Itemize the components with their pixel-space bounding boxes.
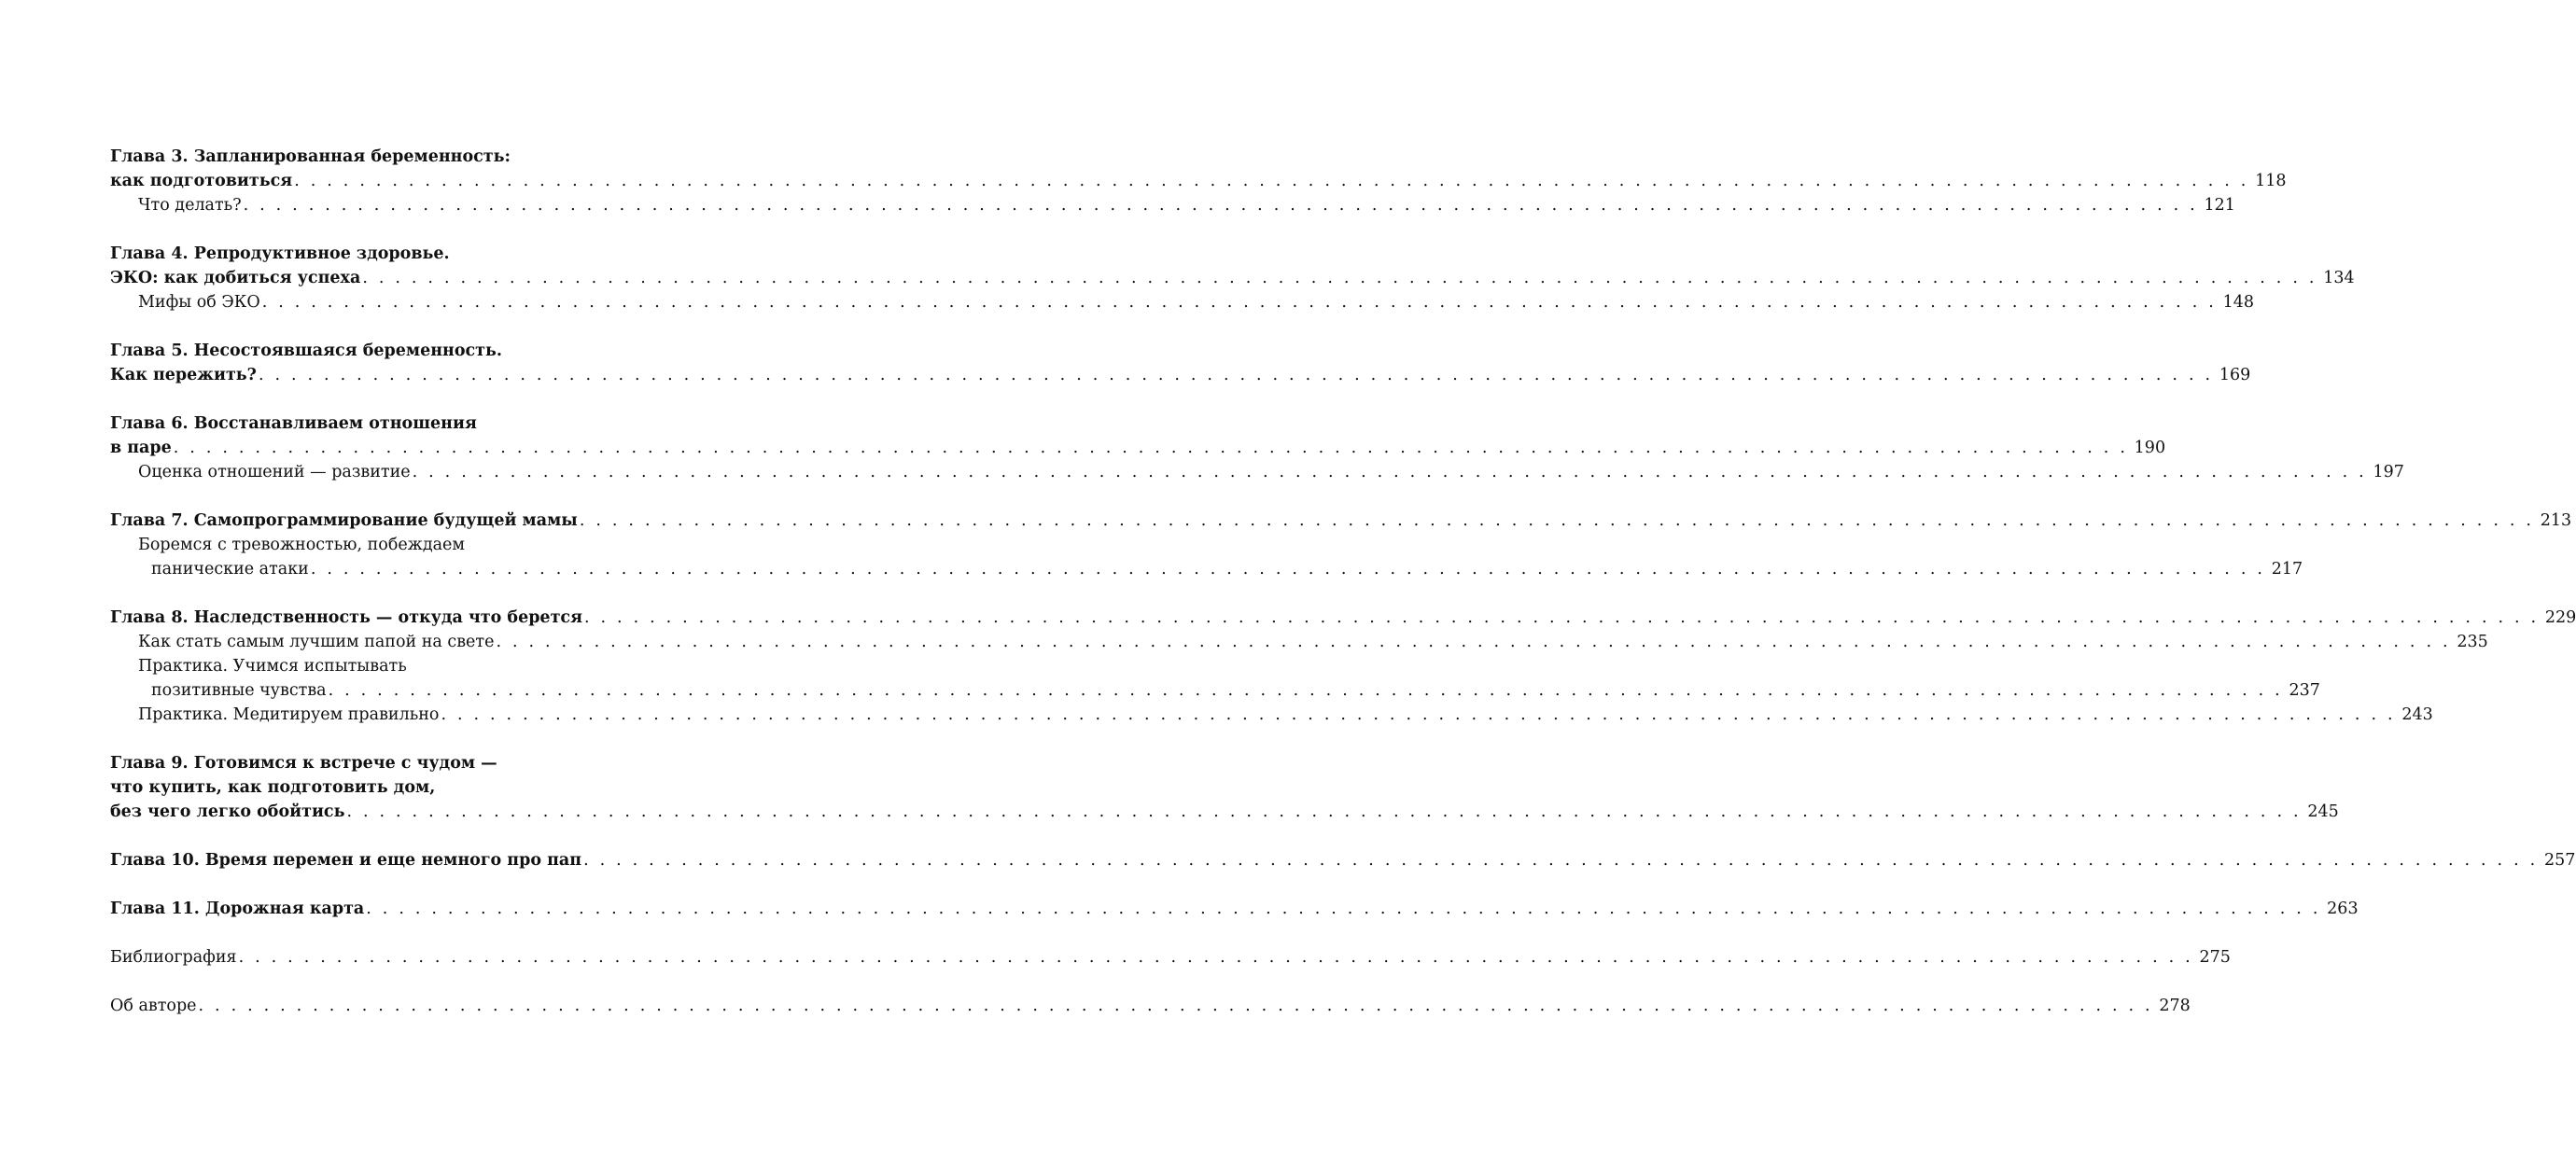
dot-leader: . . . . . . . . . . . . . . . . . . . . . . . . . . . . . . . . . . . . . . . . . . . . . . . . . . . . . . . . . . . . . . . . . . . . . . . . . . . . . . . . . . . . . . . . . . . . . . . . . . . . . . . . . . . . . . . . . . . . . . . .	[583, 851, 2539, 870]
toc-entry-title: Глава 5. Несостоявшаяся беременность.	[110, 342, 502, 360]
dot-leader: . . . . . . . . . . . . . . . . . . . . . . . . . . . . . . . . . . . . . . . . . . . . . . . . . . . . . . . . . . . . . . . . . . . . . . . . . . . . . . . . . . . . . . . . . . . . . . . . . . . . . . . . . . . . . . . . . . . . . . . .	[579, 511, 2535, 530]
dot-leader: . . . . . . . . . . . . . . . . . . . . . . . . . . . . . . . . . . . . . . . . . . . . . . . . . . . . . . . . . . . . . . . . . . . . . . . . . . . . . . . . . . . . . . . . . . . . . . . . . . . . . . . . . . . . . . . . . . . . . . . .	[366, 900, 2321, 918]
dot-leader: . . . . . . . . . . . . . . . . . . . . . . . . . . . . . . . . . . . . . . . . . . . . . . . . . . . . . . . . . . . . . . . . . . . . . . . . . . . . . . . . . . . . . . . . . . . . . . . . . . . . . . . . . . . . . . . . . . . . . . . .	[173, 439, 2129, 457]
toc-entry[interactable]	[110, 897, 2359, 921]
dot-leader: . . . . . . . . . . . . . . . . . . . . . . . . . . . . . . . . . . . . . . . . . . . . . . . . . . . . . . . . . . . . . . . . . . . . . . . . . . . . . . . . . . . . . . . . . . . . . . . . . . . . . . . . . . . . . . . . . . . . . . . .	[261, 293, 2217, 312]
toc-page-number: 235	[2457, 633, 2488, 651]
toc-page-number: 213	[2540, 511, 2572, 530]
toc-page-number: 275	[2199, 948, 2231, 967]
toc-entry[interactable]	[110, 509, 2572, 533]
toc-entry-title: как подготовиться	[110, 172, 293, 190]
toc-section	[110, 606, 2576, 727]
toc-entry-title: Как пережить?	[110, 366, 257, 384]
toc-entry[interactable]	[110, 606, 2576, 630]
toc-entry-line	[110, 775, 640, 800]
toc-entry-title: Практика. Учимся испытывать	[138, 657, 407, 676]
toc-entry[interactable]	[110, 800, 2339, 824]
toc-entry[interactable]	[110, 630, 2488, 654]
toc-page-number: 229	[2544, 608, 2576, 627]
toc-entry-title: Глава 9. Готовимся к встрече с чудом —	[110, 754, 497, 773]
toc-page-number: 190	[2134, 439, 2166, 457]
toc-entry-line	[110, 654, 640, 678]
toc-entry-line	[110, 339, 640, 363]
toc-entry[interactable]	[110, 557, 2303, 581]
toc-entry-title: Глава 6. Восстанавливаем отношения	[110, 414, 477, 433]
toc-page-number: 134	[2323, 269, 2355, 287]
toc-section	[110, 339, 2251, 387]
toc-section	[110, 751, 2339, 824]
toc-entry-title: Глава 11. Дорожная карта	[110, 900, 365, 918]
toc-section	[110, 509, 2572, 581]
toc-entry-title: панические атаки	[151, 560, 309, 579]
toc-page-number: 243	[2401, 705, 2433, 724]
table-of-contents	[110, 145, 2576, 1018]
toc-entry-line	[110, 533, 640, 557]
dot-leader: . . . . . . . . . . . . . . . . . . . . . . . . . . . . . . . . . . . . . . . . . . . . . . . . . . . . . . . . . . . . . . . . . . . . . . . . . . . . . . . . . . . . . . . . . . . . . . . . . . . . . . . . . . . . . . . . . . . . . . . .	[258, 366, 2214, 384]
toc-page-number: 118	[2255, 172, 2287, 190]
toc-section	[110, 145, 2287, 217]
toc-entry[interactable]	[110, 169, 2287, 193]
dot-leader: . . . . . . . . . . . . . . . . . . . . . . . . . . . . . . . . . . . . . . . . . . . . . . . . . . . . . . . . . . . . . . . . . . . . . . . . . . . . . . . . . . . . . . . . . . . . . . . . . . . . . . . . . . . . . . . . . . . . . . . .	[198, 997, 2153, 1015]
toc-entry-title: ЭКО: как добиться успеха	[110, 269, 361, 287]
toc-entry-title: Боремся с тревожностью, побеждаем	[138, 536, 465, 554]
toc-entry-title: в паре	[110, 439, 172, 457]
toc-page-number: 237	[2289, 681, 2320, 700]
toc-entry-title: Практика. Медитируем правильно	[138, 705, 440, 724]
toc-entry-title: Глава 8. Наследственность — откуда что берется	[110, 608, 582, 627]
toc-entry[interactable]	[110, 436, 2166, 460]
toc-section	[110, 848, 2576, 872]
dot-leader: . . . . . . . . . . . . . . . . . . . . . . . . . . . . . . . . . . . . . . . . . . . . . . . . . . . . . . . . . . . . . . . . . . . . . . . . . . . . . . . . . . . . . . . . . . . . . . . . . . . . . . . . . . . . . . . . . . . . . . . .	[346, 802, 2302, 821]
toc-entry[interactable]	[110, 266, 2355, 290]
toc-section	[110, 994, 2191, 1018]
dot-leader: . . . . . . . . . . . . . . . . . . . . . . . . . . . . . . . . . . . . . . . . . . . . . . . . . . . . . . . . . . . . . . . . . . . . . . . . . . . . . . . . . . . . . . . . . . . . . . . . . . . . . . . . . . . . . . . . . . . . . . . .	[584, 608, 2540, 627]
toc-entry[interactable]	[110, 945, 2231, 970]
toc-entry-title: позитивные чувства	[151, 681, 327, 700]
toc-page-number: 278	[2159, 997, 2191, 1015]
toc-page-number: 245	[2307, 802, 2339, 821]
toc-section	[110, 412, 2404, 484]
toc-entry[interactable]	[110, 994, 2191, 1018]
toc-entry-title: Об авторе	[110, 997, 197, 1015]
toc-entry-title: без чего легко обойтись	[110, 802, 345, 821]
toc-entry[interactable]	[110, 193, 2235, 217]
toc-entry-line	[110, 242, 640, 266]
toc-entry-line	[110, 412, 640, 436]
toc-entry[interactable]	[110, 290, 2254, 314]
toc-page-number: 148	[2222, 293, 2254, 312]
dot-leader: . . . . . . . . . . . . . . . . . . . . . . . . . . . . . . . . . . . . . . . . . . . . . . . . . . . . . . . . . . . . . . . . . . . . . . . . . . . . . . . . . . . . . . . . . . . . . . . . . . . . . . . . . . . . . . . . . . . . . . . .	[238, 948, 2193, 967]
toc-entry-title: Глава 7. Самопрограммирование будущей мамы	[110, 511, 578, 530]
toc-section	[110, 945, 2231, 970]
toc-entry-line	[110, 751, 640, 775]
toc-page-number: 217	[2271, 560, 2303, 579]
toc-page-number: 263	[2327, 900, 2359, 918]
toc-entry-title: Библиография	[110, 948, 237, 967]
toc-entry[interactable]	[110, 460, 2404, 484]
toc-entry-title: Как стать самым лучшим папой на свете	[138, 633, 495, 651]
toc-entry-line	[110, 145, 640, 169]
toc-entry-title: Глава 4. Репродуктивное здоровье.	[110, 244, 450, 263]
toc-entry-title: Что делать?	[138, 196, 242, 215]
dot-leader: . . . . . . . . . . . . . . . . . . . . . . . . . . . . . . . . . . . . . . . . . . . . . . . . . . . . . . . . . . . . . . . . . . . . . . . . . . . . . . . . . . . . . . . . . . . . . . . . . . . . . . . . . . . . . . . . . . . . . . . .	[441, 705, 2396, 724]
toc-page-number: 197	[2373, 463, 2404, 481]
toc-page-number: 169	[2219, 366, 2251, 384]
toc-entry[interactable]	[110, 703, 2433, 727]
dot-leader: . . . . . . . . . . . . . . . . . . . . . . . . . . . . . . . . . . . . . . . . . . . . . . . . . . . . . . . . . . . . . . . . . . . . . . . . . . . . . . . . . . . . . . . . . . . . . . . . . . . . . . . . . . . . . . . . . . . . . . . .	[328, 681, 2283, 700]
toc-entry-title: Глава 10. Время перемен и еще немного про пап	[110, 851, 582, 870]
toc-page-number: 121	[2204, 196, 2235, 215]
dot-leader: . . . . . . . . . . . . . . . . . . . . . . . . . . . . . . . . . . . . . . . . . . . . . . . . . . . . . . . . . . . . . . . . . . . . . . . . . . . . . . . . . . . . . . . . . . . . . . . . . . . . . . . . . . . . . . . . . . . . . . . .	[310, 560, 2266, 579]
toc-entry[interactable]	[110, 363, 2251, 387]
toc-page-number: 257	[2543, 851, 2576, 870]
toc-entry-title: что купить, как подготовить дом,	[110, 778, 436, 797]
dot-leader: . . . . . . . . . . . . . . . . . . . . . . . . . . . . . . . . . . . . . . . . . . . . . . . . . . . . . . . . . . . . . . . . . . . . . . . . . . . . . . . . . . . . . . . . . . . . . . . . . . . . . . . . . . . . . . . . . . . . . . . .	[496, 633, 2451, 651]
toc-entry[interactable]	[110, 678, 2320, 703]
toc-entry-title: Мифы об ЭКО	[138, 293, 260, 312]
toc-entry-title: Оценка отношений — развитие	[138, 463, 411, 481]
dot-leader: . . . . . . . . . . . . . . . . . . . . . . . . . . . . . . . . . . . . . . . . . . . . . . . . . . . . . . . . . . . . . . . . . . . . . . . . . . . . . . . . . . . . . . . . . . . . . . . . . . . . . . . . . . . . . . . . . . . . . . . .	[243, 196, 2198, 215]
dot-leader: . . . . . . . . . . . . . . . . . . . . . . . . . . . . . . . . . . . . . . . . . . . . . . . . . . . . . . . . . . . . . . . . . . . . . . . . . . . . . . . . . . . . . . . . . . . . . . . . . . . . . . . . . . . . . . . . . . . . . . . .	[362, 269, 2317, 287]
toc-entry-title: Глава 3. Запланированная беременность:	[110, 147, 511, 166]
toc-section	[110, 242, 2355, 314]
dot-leader: . . . . . . . . . . . . . . . . . . . . . . . . . . . . . . . . . . . . . . . . . . . . . . . . . . . . . . . . . . . . . . . . . . . . . . . . . . . . . . . . . . . . . . . . . . . . . . . . . . . . . . . . . . . . . . . . . . . . . . . .	[294, 172, 2249, 190]
toc-section	[110, 897, 2359, 921]
dot-leader: . . . . . . . . . . . . . . . . . . . . . . . . . . . . . . . . . . . . . . . . . . . . . . . . . . . . . . . . . . . . . . . . . . . . . . . . . . . . . . . . . . . . . . . . . . . . . . . . . . . . . . . . . . . . . . . . . . . . . . . .	[412, 463, 2367, 481]
toc-entry[interactable]	[110, 848, 2576, 872]
